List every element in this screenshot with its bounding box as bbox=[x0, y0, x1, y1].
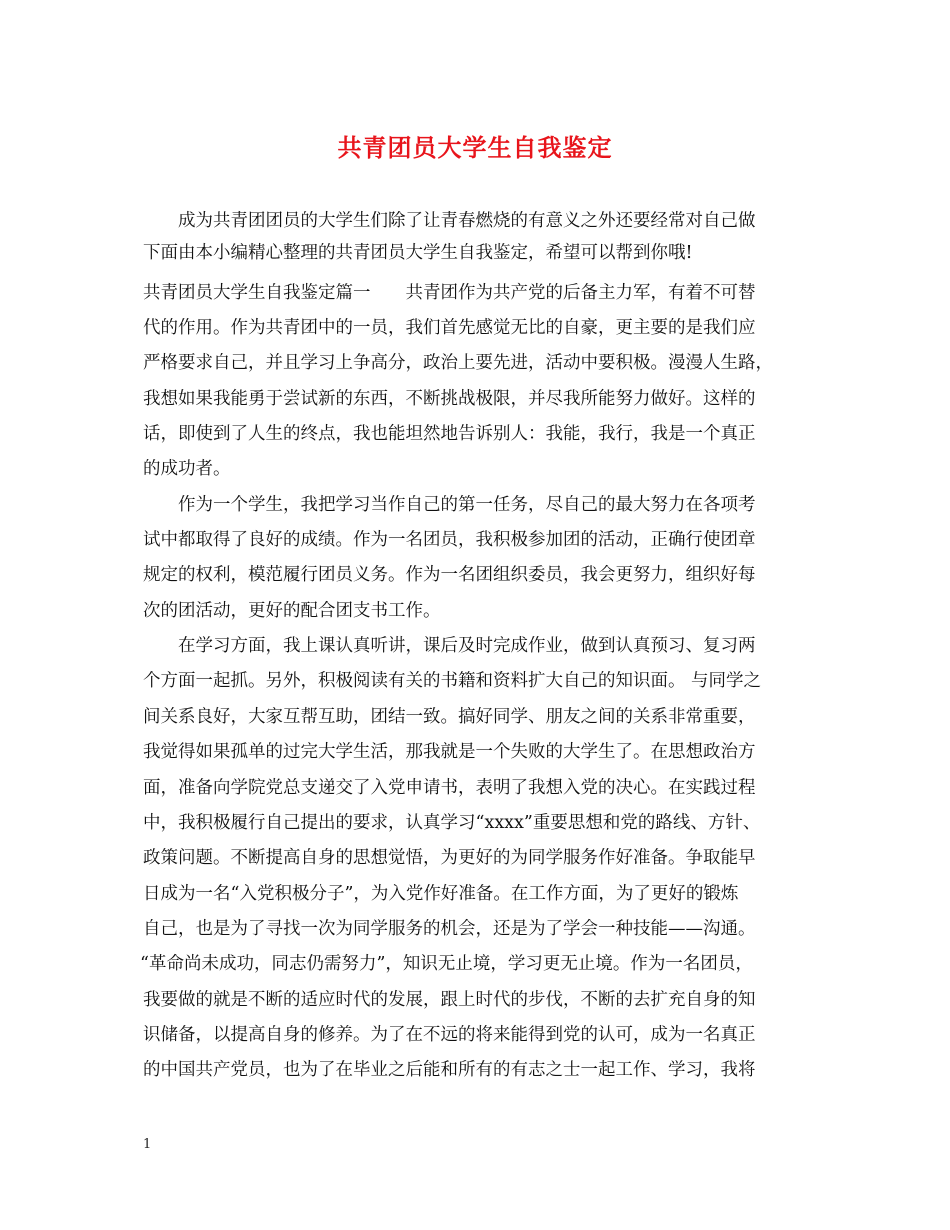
text-line: 话，即使到了人生的终点，我也能坦然地告诉别人：我能，我行，我是一个真正 bbox=[143, 424, 756, 444]
text-line: 个方面一起抓。另外，积极阅读有关的书籍和资料扩大自己的知识面。 与同学之 bbox=[143, 671, 762, 691]
text-line: 我想如果我能勇于尝试新的东西，不断挑战极限，并尽我所能努力做好。这样的 bbox=[143, 389, 756, 409]
text-line: 识储备，以提高自身的修养。为了在不远的将来能得到党的认可，成为一名真正 bbox=[143, 1025, 756, 1045]
text-line: 共青团员大学生自我鉴定篇一 共青团作为共产党的后备主力军，有着不可替 bbox=[143, 283, 756, 303]
text-line: 试中都取得了良好的成绩。作为一名团员，我积极参加团的活动，正确行使团章 bbox=[143, 530, 756, 550]
text-line: 次的团活动，更好的配合团支书工作。 bbox=[143, 601, 441, 621]
text-line: 严格要求自己，并且学习上争高分，政治上要先进，活动中要积极。漫漫人生路， bbox=[143, 353, 773, 373]
text-line: 中，我积极履行自己提出的要求，认真学习“xxxx”重要思想和党的路线、方针、 bbox=[143, 813, 761, 833]
text-line: 我要做的就是不断的适应时代的发展，跟上时代的步伐，不断的去扩充自身的知 bbox=[143, 990, 756, 1010]
text-line: 自己，也是为了寻找一次为同学服务的机会，还是为了学会一种技能——沟通。 bbox=[143, 919, 756, 939]
text-line: 政策问题。不断提高自身的思想觉悟，为更好的为同学服务作好准备。争取能早 bbox=[143, 848, 756, 868]
text-line: 我觉得如果孤单的过完大学生活，那我就是一个失败的大学生了。在思想政治方 bbox=[143, 742, 756, 762]
text-line: 下面由本小编精心整理的共青团员大学生自我鉴定，希望可以帮到你哦! bbox=[143, 243, 693, 263]
text-line: 的成功者。 bbox=[143, 459, 231, 479]
text-line: 的中国共产党员，也为了在毕业之后能和所有的有志之士一起工作、学习，我将 bbox=[143, 1060, 756, 1080]
page-number: 1 bbox=[143, 1137, 152, 1152]
text-line: 作为一个学生，我把学习当作自己的第一任务，尽自己的最大努力在各项考 bbox=[178, 495, 756, 515]
text-line: 在学习方面，我上课认真听讲，课后及时完成作业，做到认真预习、复习两 bbox=[178, 636, 756, 656]
text-line: 规定的权利，模范履行团员义务。作为一名团组织委员，我会更努力，组织好每 bbox=[143, 565, 756, 585]
text-line: 代的作用。作为共青团中的一员，我们首先感觉无比的自豪，更主要的是我们应 bbox=[143, 318, 756, 338]
text-line: 日成为一名“入党积极分子”，为入党作好准备。在工作方面，为了更好的锻炼 bbox=[143, 884, 739, 904]
text-line: 面，准备向学院党总支递交了入党申请书，表明了我想入党的决心。在实践过程 bbox=[143, 778, 756, 798]
text-line: “革命尚未成功，同志仍需努力”，知识无止境，学习更无止境。作为一名团员， bbox=[140, 954, 753, 974]
text-line: 成为共青团团员的大学生们除了让青春燃烧的有意义之外还要经常对自己做 bbox=[178, 211, 756, 231]
document-title: 共青团员大学生自我鉴定 bbox=[337, 133, 613, 162]
text-line: 间关系良好，大家互帮互助，团结一致。搞好同学、朋友之间的关系非常重要， bbox=[143, 707, 756, 727]
